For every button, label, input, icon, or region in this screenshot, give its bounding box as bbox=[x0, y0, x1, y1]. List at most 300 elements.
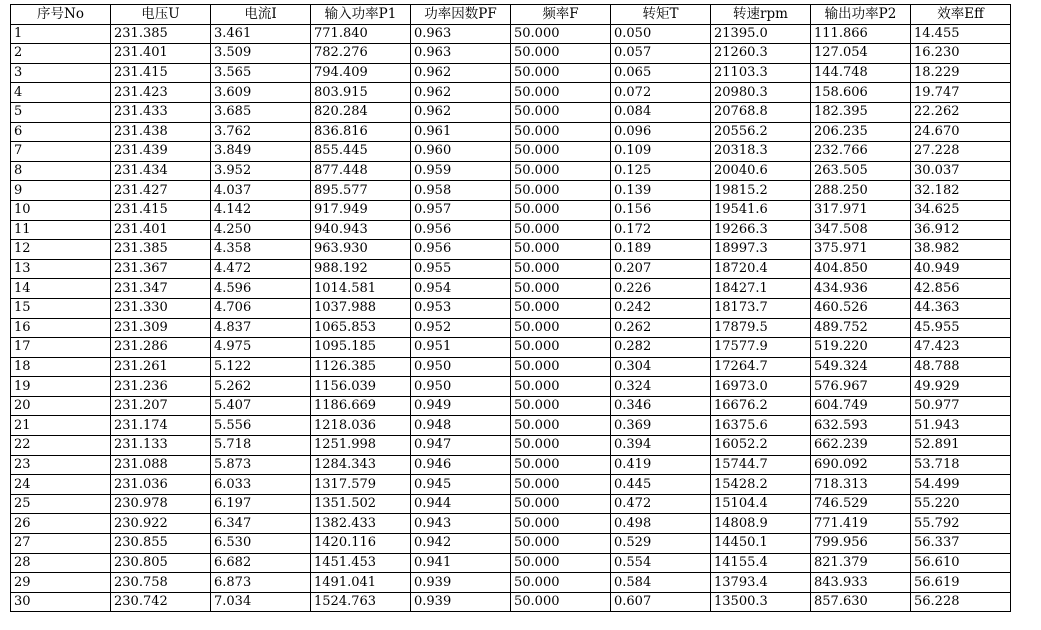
cell-efficiency: 36.912 bbox=[911, 220, 1011, 240]
cell-voltage: 231.434 bbox=[111, 161, 211, 181]
cell-speed: 14450.1 bbox=[711, 534, 811, 554]
cell-current: 6.347 bbox=[211, 514, 311, 534]
cell-voltage: 231.133 bbox=[111, 436, 211, 456]
data-table bbox=[10, 4, 1011, 612]
cell-output-power: 404.850 bbox=[811, 259, 911, 279]
cell-voltage: 231.439 bbox=[111, 142, 211, 162]
table-body bbox=[11, 24, 1011, 612]
cell-current: 4.472 bbox=[211, 259, 311, 279]
cell-output-power: 158.606 bbox=[811, 83, 911, 103]
cell-input-power: 1420.116 bbox=[311, 534, 411, 554]
cell-voltage: 231.261 bbox=[111, 357, 211, 377]
cell-no: 8 bbox=[11, 161, 111, 181]
cell-efficiency: 55.792 bbox=[911, 514, 1011, 534]
cell-torque: 0.419 bbox=[611, 455, 711, 475]
cell-torque: 0.189 bbox=[611, 240, 711, 260]
cell-output-power: 662.239 bbox=[811, 436, 911, 456]
cell-no: 9 bbox=[11, 181, 111, 201]
cell-output-power: 604.749 bbox=[811, 396, 911, 416]
table-row bbox=[11, 338, 1011, 358]
cell-power-factor: 0.958 bbox=[411, 181, 511, 201]
header-speed: 转速rpm bbox=[711, 5, 811, 25]
cell-efficiency: 56.228 bbox=[911, 592, 1011, 612]
cell-frequency: 50.000 bbox=[511, 592, 611, 612]
cell-input-power: 1451.453 bbox=[311, 553, 411, 573]
cell-input-power: 1186.669 bbox=[311, 396, 411, 416]
cell-output-power: 288.250 bbox=[811, 181, 911, 201]
cell-output-power: 434.936 bbox=[811, 279, 911, 299]
cell-power-factor: 0.956 bbox=[411, 220, 511, 240]
cell-torque: 0.109 bbox=[611, 142, 711, 162]
table-row bbox=[11, 259, 1011, 279]
cell-voltage: 231.036 bbox=[111, 475, 211, 495]
cell-output-power: 843.933 bbox=[811, 573, 911, 593]
cell-no: 2 bbox=[11, 44, 111, 64]
cell-speed: 21103.3 bbox=[711, 63, 811, 83]
table-row bbox=[11, 83, 1011, 103]
cell-voltage: 230.758 bbox=[111, 573, 211, 593]
cell-efficiency: 44.363 bbox=[911, 298, 1011, 318]
cell-speed: 17264.7 bbox=[711, 357, 811, 377]
table-row bbox=[11, 416, 1011, 436]
cell-power-factor: 0.941 bbox=[411, 553, 511, 573]
cell-no: 28 bbox=[11, 553, 111, 573]
table-row bbox=[11, 475, 1011, 495]
cell-current: 5.122 bbox=[211, 357, 311, 377]
cell-output-power: 375.971 bbox=[811, 240, 911, 260]
cell-no: 3 bbox=[11, 63, 111, 83]
cell-no: 26 bbox=[11, 514, 111, 534]
cell-output-power: 144.748 bbox=[811, 63, 911, 83]
cell-power-factor: 0.959 bbox=[411, 161, 511, 181]
cell-current: 6.873 bbox=[211, 573, 311, 593]
cell-efficiency: 51.943 bbox=[911, 416, 1011, 436]
cell-current: 4.358 bbox=[211, 240, 311, 260]
cell-no: 6 bbox=[11, 122, 111, 142]
header-no: 序号No bbox=[11, 5, 111, 25]
header-output-power: 输出功率P2 bbox=[811, 5, 911, 25]
cell-voltage: 231.438 bbox=[111, 122, 211, 142]
cell-current: 4.037 bbox=[211, 181, 311, 201]
cell-no: 19 bbox=[11, 377, 111, 397]
cell-voltage: 230.922 bbox=[111, 514, 211, 534]
cell-power-factor: 0.963 bbox=[411, 44, 511, 64]
cell-torque: 0.529 bbox=[611, 534, 711, 554]
cell-frequency: 50.000 bbox=[511, 494, 611, 514]
cell-input-power: 1126.385 bbox=[311, 357, 411, 377]
cell-frequency: 50.000 bbox=[511, 142, 611, 162]
cell-torque: 0.346 bbox=[611, 396, 711, 416]
cell-frequency: 50.000 bbox=[511, 416, 611, 436]
cell-no: 7 bbox=[11, 142, 111, 162]
cell-frequency: 50.000 bbox=[511, 102, 611, 122]
cell-current: 6.197 bbox=[211, 494, 311, 514]
cell-power-factor: 0.962 bbox=[411, 102, 511, 122]
cell-efficiency: 56.337 bbox=[911, 534, 1011, 554]
cell-efficiency: 52.891 bbox=[911, 436, 1011, 456]
cell-voltage: 231.385 bbox=[111, 24, 211, 44]
cell-power-factor: 0.943 bbox=[411, 514, 511, 534]
cell-speed: 17879.5 bbox=[711, 318, 811, 338]
cell-power-factor: 0.955 bbox=[411, 259, 511, 279]
cell-torque: 0.324 bbox=[611, 377, 711, 397]
cell-power-factor: 0.960 bbox=[411, 142, 511, 162]
cell-voltage: 231.088 bbox=[111, 455, 211, 475]
cell-efficiency: 27.228 bbox=[911, 142, 1011, 162]
cell-no: 29 bbox=[11, 573, 111, 593]
cell-output-power: 347.508 bbox=[811, 220, 911, 240]
cell-current: 3.461 bbox=[211, 24, 311, 44]
cell-voltage: 231.385 bbox=[111, 240, 211, 260]
cell-voltage: 231.423 bbox=[111, 83, 211, 103]
cell-input-power: 917.949 bbox=[311, 200, 411, 220]
cell-torque: 0.282 bbox=[611, 338, 711, 358]
cell-no: 15 bbox=[11, 298, 111, 318]
cell-efficiency: 24.670 bbox=[911, 122, 1011, 142]
table-row bbox=[11, 63, 1011, 83]
cell-voltage: 231.415 bbox=[111, 200, 211, 220]
cell-input-power: 1065.853 bbox=[311, 318, 411, 338]
cell-torque: 0.369 bbox=[611, 416, 711, 436]
cell-no: 12 bbox=[11, 240, 111, 260]
cell-frequency: 50.000 bbox=[511, 455, 611, 475]
cell-efficiency: 14.455 bbox=[911, 24, 1011, 44]
cell-torque: 0.057 bbox=[611, 44, 711, 64]
header-efficiency: 效率Eff bbox=[911, 5, 1011, 25]
cell-no: 21 bbox=[11, 416, 111, 436]
cell-voltage: 231.415 bbox=[111, 63, 211, 83]
cell-efficiency: 22.262 bbox=[911, 102, 1011, 122]
header-input-power: 输入功率P1 bbox=[311, 5, 411, 25]
cell-speed: 15744.7 bbox=[711, 455, 811, 475]
cell-torque: 0.394 bbox=[611, 436, 711, 456]
cell-input-power: 1284.343 bbox=[311, 455, 411, 475]
cell-efficiency: 40.949 bbox=[911, 259, 1011, 279]
cell-output-power: 111.866 bbox=[811, 24, 911, 44]
cell-frequency: 50.000 bbox=[511, 24, 611, 44]
table-row bbox=[11, 200, 1011, 220]
cell-frequency: 50.000 bbox=[511, 298, 611, 318]
cell-output-power: 460.526 bbox=[811, 298, 911, 318]
cell-voltage: 231.401 bbox=[111, 220, 211, 240]
cell-frequency: 50.000 bbox=[511, 475, 611, 495]
cell-input-power: 855.445 bbox=[311, 142, 411, 162]
cell-torque: 0.050 bbox=[611, 24, 711, 44]
cell-voltage: 231.347 bbox=[111, 279, 211, 299]
header-current: 电流I bbox=[211, 5, 311, 25]
cell-no: 22 bbox=[11, 436, 111, 456]
header-power-factor: 功率因数PF bbox=[411, 5, 511, 25]
cell-torque: 0.584 bbox=[611, 573, 711, 593]
table-row bbox=[11, 142, 1011, 162]
table-row bbox=[11, 240, 1011, 260]
cell-efficiency: 56.619 bbox=[911, 573, 1011, 593]
cell-no: 25 bbox=[11, 494, 111, 514]
cell-speed: 16676.2 bbox=[711, 396, 811, 416]
cell-frequency: 50.000 bbox=[511, 534, 611, 554]
table-row bbox=[11, 298, 1011, 318]
cell-input-power: 771.840 bbox=[311, 24, 411, 44]
cell-current: 4.706 bbox=[211, 298, 311, 318]
cell-input-power: 1156.039 bbox=[311, 377, 411, 397]
table-row bbox=[11, 514, 1011, 534]
cell-no: 14 bbox=[11, 279, 111, 299]
cell-speed: 21260.3 bbox=[711, 44, 811, 64]
cell-input-power: 877.448 bbox=[311, 161, 411, 181]
cell-input-power: 1218.036 bbox=[311, 416, 411, 436]
cell-efficiency: 53.718 bbox=[911, 455, 1011, 475]
cell-current: 4.975 bbox=[211, 338, 311, 358]
header-voltage: 电压U bbox=[111, 5, 211, 25]
cell-output-power: 632.593 bbox=[811, 416, 911, 436]
cell-current: 5.556 bbox=[211, 416, 311, 436]
table-row bbox=[11, 220, 1011, 240]
cell-no: 16 bbox=[11, 318, 111, 338]
table-row bbox=[11, 44, 1011, 64]
cell-power-factor: 0.945 bbox=[411, 475, 511, 495]
cell-input-power: 988.192 bbox=[311, 259, 411, 279]
cell-efficiency: 32.182 bbox=[911, 181, 1011, 201]
cell-input-power: 836.816 bbox=[311, 122, 411, 142]
cell-power-factor: 0.950 bbox=[411, 357, 511, 377]
cell-current: 3.849 bbox=[211, 142, 311, 162]
cell-speed: 14155.4 bbox=[711, 553, 811, 573]
cell-efficiency: 56.610 bbox=[911, 553, 1011, 573]
cell-current: 5.873 bbox=[211, 455, 311, 475]
cell-output-power: 549.324 bbox=[811, 357, 911, 377]
cell-frequency: 50.000 bbox=[511, 259, 611, 279]
cell-torque: 0.125 bbox=[611, 161, 711, 181]
table-row bbox=[11, 396, 1011, 416]
cell-voltage: 231.367 bbox=[111, 259, 211, 279]
cell-voltage: 231.309 bbox=[111, 318, 211, 338]
cell-frequency: 50.000 bbox=[511, 436, 611, 456]
cell-current: 3.952 bbox=[211, 161, 311, 181]
cell-voltage: 230.978 bbox=[111, 494, 211, 514]
cell-current: 4.596 bbox=[211, 279, 311, 299]
cell-output-power: 263.505 bbox=[811, 161, 911, 181]
cell-no: 1 bbox=[11, 24, 111, 44]
cell-speed: 16052.2 bbox=[711, 436, 811, 456]
cell-power-factor: 0.942 bbox=[411, 534, 511, 554]
cell-no: 30 bbox=[11, 592, 111, 612]
cell-voltage: 230.855 bbox=[111, 534, 211, 554]
cell-output-power: 182.395 bbox=[811, 102, 911, 122]
cell-speed: 19541.6 bbox=[711, 200, 811, 220]
table-row bbox=[11, 573, 1011, 593]
cell-torque: 0.084 bbox=[611, 102, 711, 122]
cell-torque: 0.156 bbox=[611, 200, 711, 220]
cell-output-power: 771.419 bbox=[811, 514, 911, 534]
cell-speed: 13500.3 bbox=[711, 592, 811, 612]
cell-power-factor: 0.951 bbox=[411, 338, 511, 358]
cell-input-power: 1037.988 bbox=[311, 298, 411, 318]
cell-no: 11 bbox=[11, 220, 111, 240]
cell-frequency: 50.000 bbox=[511, 514, 611, 534]
cell-torque: 0.226 bbox=[611, 279, 711, 299]
cell-input-power: 820.284 bbox=[311, 102, 411, 122]
cell-output-power: 690.092 bbox=[811, 455, 911, 475]
cell-torque: 0.304 bbox=[611, 357, 711, 377]
cell-current: 3.565 bbox=[211, 63, 311, 83]
cell-voltage: 230.742 bbox=[111, 592, 211, 612]
cell-output-power: 857.630 bbox=[811, 592, 911, 612]
cell-current: 6.033 bbox=[211, 475, 311, 495]
cell-frequency: 50.000 bbox=[511, 122, 611, 142]
cell-power-factor: 0.962 bbox=[411, 63, 511, 83]
cell-power-factor: 0.948 bbox=[411, 416, 511, 436]
cell-torque: 0.607 bbox=[611, 592, 711, 612]
cell-voltage: 230.805 bbox=[111, 553, 211, 573]
cell-torque: 0.498 bbox=[611, 514, 711, 534]
cell-current: 3.685 bbox=[211, 102, 311, 122]
cell-output-power: 232.766 bbox=[811, 142, 911, 162]
cell-no: 18 bbox=[11, 357, 111, 377]
cell-current: 5.262 bbox=[211, 377, 311, 397]
cell-efficiency: 54.499 bbox=[911, 475, 1011, 495]
cell-torque: 0.139 bbox=[611, 181, 711, 201]
cell-frequency: 50.000 bbox=[511, 161, 611, 181]
cell-frequency: 50.000 bbox=[511, 357, 611, 377]
cell-output-power: 746.529 bbox=[811, 494, 911, 514]
cell-torque: 0.172 bbox=[611, 220, 711, 240]
table-row bbox=[11, 279, 1011, 299]
cell-power-factor: 0.949 bbox=[411, 396, 511, 416]
cell-no: 27 bbox=[11, 534, 111, 554]
cell-output-power: 718.313 bbox=[811, 475, 911, 495]
cell-input-power: 1251.998 bbox=[311, 436, 411, 456]
cell-speed: 18173.7 bbox=[711, 298, 811, 318]
cell-power-factor: 0.961 bbox=[411, 122, 511, 142]
cell-output-power: 489.752 bbox=[811, 318, 911, 338]
cell-input-power: 940.943 bbox=[311, 220, 411, 240]
cell-frequency: 50.000 bbox=[511, 63, 611, 83]
cell-current: 6.682 bbox=[211, 553, 311, 573]
cell-efficiency: 47.423 bbox=[911, 338, 1011, 358]
cell-frequency: 50.000 bbox=[511, 338, 611, 358]
cell-torque: 0.072 bbox=[611, 83, 711, 103]
cell-no: 23 bbox=[11, 455, 111, 475]
cell-voltage: 231.174 bbox=[111, 416, 211, 436]
cell-speed: 14808.9 bbox=[711, 514, 811, 534]
cell-no: 17 bbox=[11, 338, 111, 358]
cell-current: 6.530 bbox=[211, 534, 311, 554]
cell-torque: 0.207 bbox=[611, 259, 711, 279]
cell-efficiency: 49.929 bbox=[911, 377, 1011, 397]
cell-speed: 17577.9 bbox=[711, 338, 811, 358]
cell-speed: 15104.4 bbox=[711, 494, 811, 514]
cell-speed: 16375.6 bbox=[711, 416, 811, 436]
cell-voltage: 231.286 bbox=[111, 338, 211, 358]
table-row bbox=[11, 122, 1011, 142]
cell-torque: 0.242 bbox=[611, 298, 711, 318]
cell-speed: 20768.8 bbox=[711, 102, 811, 122]
cell-input-power: 1351.502 bbox=[311, 494, 411, 514]
cell-no: 20 bbox=[11, 396, 111, 416]
cell-output-power: 821.379 bbox=[811, 553, 911, 573]
table-row bbox=[11, 102, 1011, 122]
header-frequency: 频率F bbox=[511, 5, 611, 25]
cell-efficiency: 48.788 bbox=[911, 357, 1011, 377]
cell-efficiency: 34.625 bbox=[911, 200, 1011, 220]
cell-speed: 19815.2 bbox=[711, 181, 811, 201]
cell-current: 4.142 bbox=[211, 200, 311, 220]
cell-efficiency: 50.977 bbox=[911, 396, 1011, 416]
cell-voltage: 231.207 bbox=[111, 396, 211, 416]
cell-power-factor: 0.962 bbox=[411, 83, 511, 103]
cell-power-factor: 0.953 bbox=[411, 298, 511, 318]
cell-speed: 20040.6 bbox=[711, 161, 811, 181]
cell-power-factor: 0.957 bbox=[411, 200, 511, 220]
cell-current: 3.762 bbox=[211, 122, 311, 142]
table-row bbox=[11, 357, 1011, 377]
cell-frequency: 50.000 bbox=[511, 220, 611, 240]
cell-efficiency: 55.220 bbox=[911, 494, 1011, 514]
cell-efficiency: 42.856 bbox=[911, 279, 1011, 299]
table-row bbox=[11, 318, 1011, 338]
table-row bbox=[11, 494, 1011, 514]
cell-power-factor: 0.963 bbox=[411, 24, 511, 44]
cell-efficiency: 16.230 bbox=[911, 44, 1011, 64]
table-row bbox=[11, 377, 1011, 397]
cell-speed: 15428.2 bbox=[711, 475, 811, 495]
cell-power-factor: 0.944 bbox=[411, 494, 511, 514]
cell-power-factor: 0.950 bbox=[411, 377, 511, 397]
cell-output-power: 576.967 bbox=[811, 377, 911, 397]
cell-frequency: 50.000 bbox=[511, 318, 611, 338]
cell-speed: 16973.0 bbox=[711, 377, 811, 397]
cell-efficiency: 19.747 bbox=[911, 83, 1011, 103]
cell-torque: 0.445 bbox=[611, 475, 711, 495]
cell-torque: 0.096 bbox=[611, 122, 711, 142]
cell-frequency: 50.000 bbox=[511, 279, 611, 299]
cell-voltage: 231.330 bbox=[111, 298, 211, 318]
cell-current: 7.034 bbox=[211, 592, 311, 612]
cell-power-factor: 0.939 bbox=[411, 573, 511, 593]
cell-frequency: 50.000 bbox=[511, 377, 611, 397]
cell-power-factor: 0.939 bbox=[411, 592, 511, 612]
header-torque: 转矩T bbox=[611, 5, 711, 25]
table-row bbox=[11, 553, 1011, 573]
cell-output-power: 127.054 bbox=[811, 44, 911, 64]
cell-input-power: 782.276 bbox=[311, 44, 411, 64]
table-row bbox=[11, 24, 1011, 44]
cell-current: 5.718 bbox=[211, 436, 311, 456]
table-row bbox=[11, 455, 1011, 475]
cell-torque: 0.472 bbox=[611, 494, 711, 514]
cell-power-factor: 0.946 bbox=[411, 455, 511, 475]
cell-speed: 20980.3 bbox=[711, 83, 811, 103]
cell-efficiency: 45.955 bbox=[911, 318, 1011, 338]
cell-output-power: 317.971 bbox=[811, 200, 911, 220]
cell-input-power: 1382.433 bbox=[311, 514, 411, 534]
table-row bbox=[11, 592, 1011, 612]
cell-no: 5 bbox=[11, 102, 111, 122]
cell-frequency: 50.000 bbox=[511, 181, 611, 201]
cell-input-power: 1095.185 bbox=[311, 338, 411, 358]
cell-input-power: 803.915 bbox=[311, 83, 411, 103]
header-row bbox=[11, 5, 1011, 25]
cell-speed: 18427.1 bbox=[711, 279, 811, 299]
cell-current: 5.407 bbox=[211, 396, 311, 416]
table-row bbox=[11, 161, 1011, 181]
cell-no: 24 bbox=[11, 475, 111, 495]
cell-frequency: 50.000 bbox=[511, 83, 611, 103]
cell-voltage: 231.433 bbox=[111, 102, 211, 122]
cell-input-power: 1317.579 bbox=[311, 475, 411, 495]
cell-voltage: 231.236 bbox=[111, 377, 211, 397]
cell-voltage: 231.401 bbox=[111, 44, 211, 64]
